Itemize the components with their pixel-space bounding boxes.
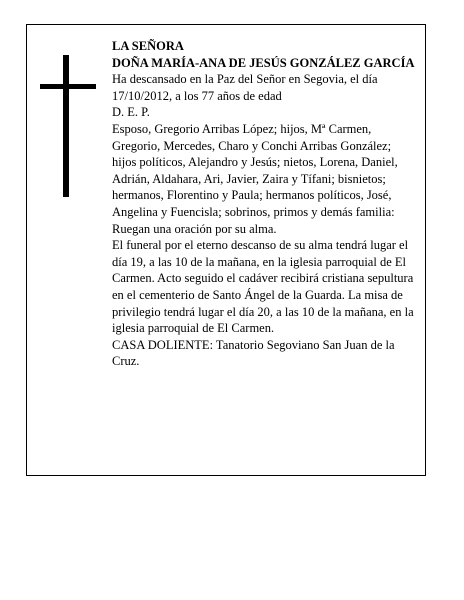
cross-icon-crossbar: [40, 84, 96, 89]
family-list: Esposo, Gregorio Arribas López; hijos, Mª Carmen, Gregorio, Mercedes, Charo y Conchi Arribas González; hijos políticos, Alejandro y Jesús; nietos, Lorena, Daniel, Adrián, Aldahara, Ari, Javier, Zaira y Tífani; bisnietos; hermanos, Florentino y Paula; hermanos políticos, José, Angelina y Fuencisla; sobrinos, primos y demás familia:: [112, 121, 398, 219]
funeral-details: El funeral por el eterno descanso de su alma tendrá lugar el día 19, a las 10 de la mañana, en la iglesia parroquial de El Carmen. Acto seguido el cadáver recibirá cristiana sepultura en el cementerio de Santo Ángel de la Guarda. La misa de privilegio tendrá lugar el día 20, a las 10 de la mañana, en la iglesia parroquial de El Carmen.: [112, 238, 414, 336]
mourning-house: CASA DOLIENTE: Tanatorio Segoviano San Juan de la Cruz.: [112, 337, 395, 369]
notice-title: LA SEÑORA: [112, 39, 184, 53]
prayer-request: Ruegan una oración por su alma.: [112, 221, 277, 236]
rested-statement: Ha descansado en la Paz del Señor en Segovia, el día 17/10/2012, a los 77 años de edad: [112, 72, 378, 103]
dep-line: D. E. P.: [112, 105, 150, 120]
deceased-name: DOÑA MARÍA-ANA DE JESÚS GONZÁLEZ GARCÍA: [112, 55, 415, 70]
cross-icon: [63, 55, 69, 197]
obituary-text: [112, 38, 418, 370]
